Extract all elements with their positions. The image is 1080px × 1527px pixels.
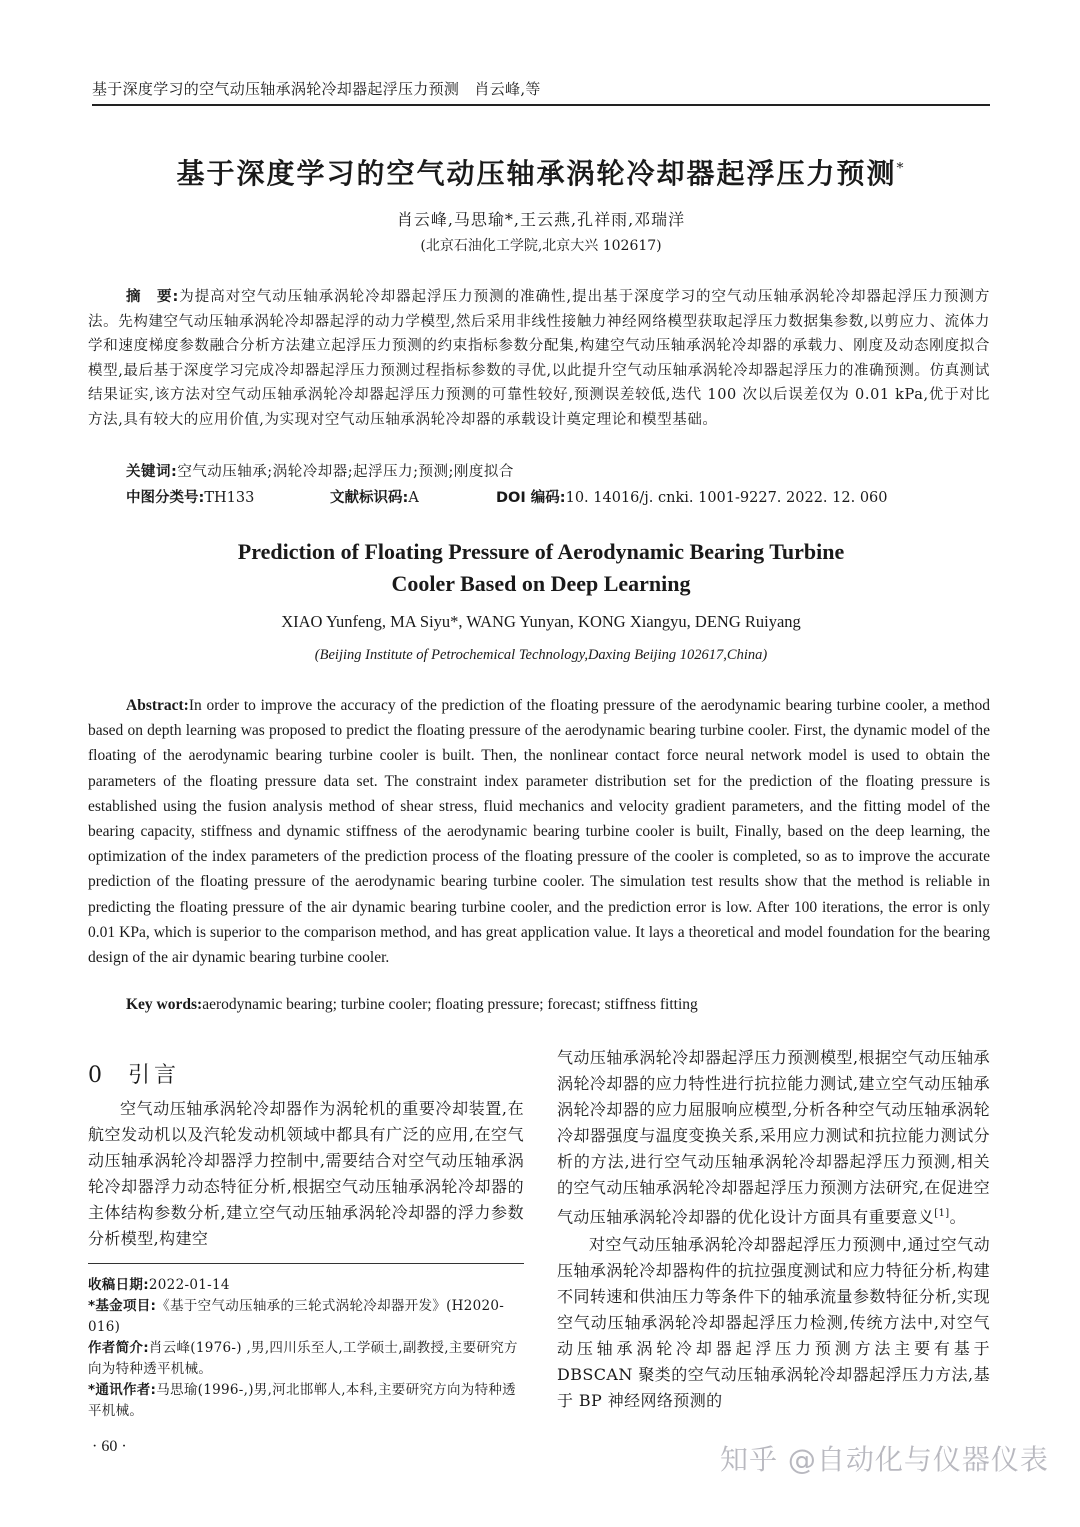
title-chinese [92, 152, 990, 192]
running-title: 基于深度学习的空气动压轴承涡轮冷却器起浮压力预测 [92, 80, 460, 98]
citation-ref: [1] [934, 1208, 950, 1219]
keywords-chinese [126, 460, 514, 481]
keywords-english-text: aerodynamic bearing; turbine cooler; floating pressure; forecast; stiffness fitting [202, 996, 698, 1013]
affiliation-english: (Beijing Institute of Petrochemical Technology,Daxing Beijing 102617,China) [314, 647, 768, 663]
title-english [92, 536, 990, 600]
running-authors: 肖云峰,等 [474, 80, 541, 98]
footnote-fund: *基金项目:《基于空气动压轴承的三轮式涡轮冷却器开发》(H2020-016) [88, 1298, 505, 1335]
document-code: 文献标识码:A [330, 490, 419, 506]
title-english-line1: Prediction of Floating Pressure of Aerodynamic Bearing Turbine [237, 539, 845, 564]
title-fund-mark: * [896, 160, 906, 177]
abstract-chinese [88, 285, 990, 433]
footnote-received: 收稿日期:2022-01-14 [88, 1277, 230, 1293]
keywords-english [126, 996, 698, 1014]
keywords-chinese-text: 空气动压轴承;涡轮冷却器;起浮压力;预测;刚度拟合 [177, 464, 514, 480]
running-header [92, 78, 541, 99]
body-right-paragraph-1: 气动压轴承涡轮冷却器起浮压力预测模型,根据空气动压轴承涡轮冷却器的应力特性进行抗拉能力测试,建立空气动压轴承涡轮冷却器的应力屈服响应模型,分析各种空气动压轴承涡轮冷却器强度与温度变换关系,采用应力测试和抗拉能力测试分析的方法,进行空气动压轴承涡轮冷却器起浮压力预测,相关的空气动压轴承涡轮冷却器起浮压力预测方法研究,在促进空气动压轴承涡轮冷却器的优化设计方面具有重要意义[1]。 [557, 1048, 990, 1227]
footnotes [88, 1275, 524, 1422]
body-right-column [557, 1045, 990, 1414]
abstract-english [88, 693, 990, 970]
doi-code: DOI 编码:10. 14016/j. cnki. 1001-9227. 2022. 12. 060 [496, 490, 888, 506]
authors-chinese: 肖云峰,马思瑜*,王云燕,孔祥雨,邓瑞洋 [396, 210, 686, 229]
abstract-english-text: In order to improve the accuracy of the prediction of the floating pressure of the aerodynamic bearing turbine cooler, a method based on depth learning was proposed to predict the floating pressure of the aerodynamic bearing turbine cooler. First, the dynamic model of the floating of the aerodynamic bearing turbine cooler is built. Then, the nonlinear contact force neural network model is used to obtain the parameters of the floating pressure data set. The constraint index parameter distribution set for the prediction of the floating pressure is established using the fusion analysis method of shear stress, fluid mechanics and velocity gradient parameters, and the fitting model of the bearing capacity, stiffness and dynamic stiffness of the aerodynamic bearing turbine cooler is built, Finally, based on the deep learning, the optimization of the index parameters of the prediction process of the floating pressure of the cooler is completed, so as to improve the accurate prediction of the floating pressure of the aerodynamic bearing turbine cooler. The simulation test results show that the method is reliable in predicting the floating pressure of the air dynamic bearing turbine cooler, and the prediction error is low. After 100 iterations, the error is only 0.01 KPa, which is superior to the comparison method, and has great application value. It lays a theoretical and model foundation for the bearing design of the air dynamic bearing turbine cooler. [88, 697, 990, 967]
keywords-chinese-label: 关键词: [126, 464, 178, 480]
footnote-rule [88, 1263, 524, 1264]
section-title: 引言 [128, 1063, 181, 1088]
abstract-chinese-label: 摘 要: [126, 289, 179, 305]
body-right-paragraph-2: 对空气动压轴承涡轮冷却器起浮压力预测中,通过空气动压轴承涡轮冷却器构件的抗拉强度测试和应力特征分析,构建不同转速和供油压力等条件下的轴承流量参数特征分析,实现空气动压轴承涡轮冷却器起浮压力检测,传统方法中,对空气动压轴承涡轮冷却器起浮压力预测方法主要有基于 DBSCAN 聚类的空气动压轴承涡轮冷却器起浮压力方法,基于 BP 神经网络预测的 [557, 1235, 990, 1411]
watermark: 知乎 @自动化与仪器仪表 [720, 1443, 1049, 1476]
affiliation-chinese: (北京石油化工学院,北京大兴 102617) [420, 238, 662, 254]
body-left-column: 空气动压轴承涡轮冷却器作为涡轮机的重要冷却装置,在航空发动机以及汽轮发动机领域中都具有广泛的应用,在空气动压轴承涡轮冷却器浮力控制中,需要结合对空气动压轴承涡轮冷却器浮力动态特征分析,根据空气动压轴承涡轮冷却器的主体结构参数分析,建立空气动压轴承涡轮冷却器的浮力参数分析模型,构建空 [88, 1099, 524, 1248]
clc-code: 中图分类号:TH133 [126, 490, 255, 506]
header-rule [92, 104, 990, 106]
page-number: · 60 · [92, 1438, 127, 1455]
keywords-english-label: Key words: [126, 996, 203, 1013]
abstract-chinese-text: 为提高对空气动压轴承涡轮冷却器起浮压力预测的准确性,提出基于深度学习的空气动压轴承涡轮冷却器起浮压力预测方法。先构建空气动压轴承涡轮冷却器起浮的动力学模型,然后采用非线性接触力神经网络模型获取起浮压力数据集参数,以剪应力、流体力学和速度梯度参数融合分析方法建立起浮压力预测的约束指标参数分配集,构建空气动压轴承涡轮冷却器的承载力、刚度及动态刚度拟合模型,最后基于深度学习完成冷却器起浮压力预测过程指标参数的寻优,以此提升空气动压轴承涡轮冷却器起浮压力的准确预测。仿真测试结果证实,该方法对空气动压轴承涡轮冷却器起浮压力预测的可靠性较好,预测误差较低,迭代 100 次以后误差仅为 0.01 kPa,优于对比方法,具有较大的应用价值,为实现对空气动压轴承涡轮冷却器的承载设计奠定理论和模型基础。 [88, 289, 990, 428]
abstract-english-label: Abstract: [126, 697, 189, 714]
title-english-line2: Cooler Based on Deep Learning [391, 571, 691, 596]
title-chinese-text: 基于深度学习的空气动压轴承涡轮冷却器起浮压力预测 [176, 157, 897, 190]
authors-english: XIAO Yunfeng, MA Siyu*, WANG Yunyan, KONG Xiangyu, DENG Ruiyang [281, 612, 801, 631]
section-number: 0 [88, 1063, 106, 1088]
section-heading [88, 1058, 180, 1089]
footnote-corresponding: *通讯作者:马思瑜(1996-,)男,河北邯郸人,本科,主要研究方向为特种透平机械。 [88, 1382, 516, 1419]
footnote-author: 作者简介:肖云峰(1976-) ,男,四川乐至人,工学硕士,副教授,主要研究方向为特种透平机械。 [88, 1340, 518, 1377]
